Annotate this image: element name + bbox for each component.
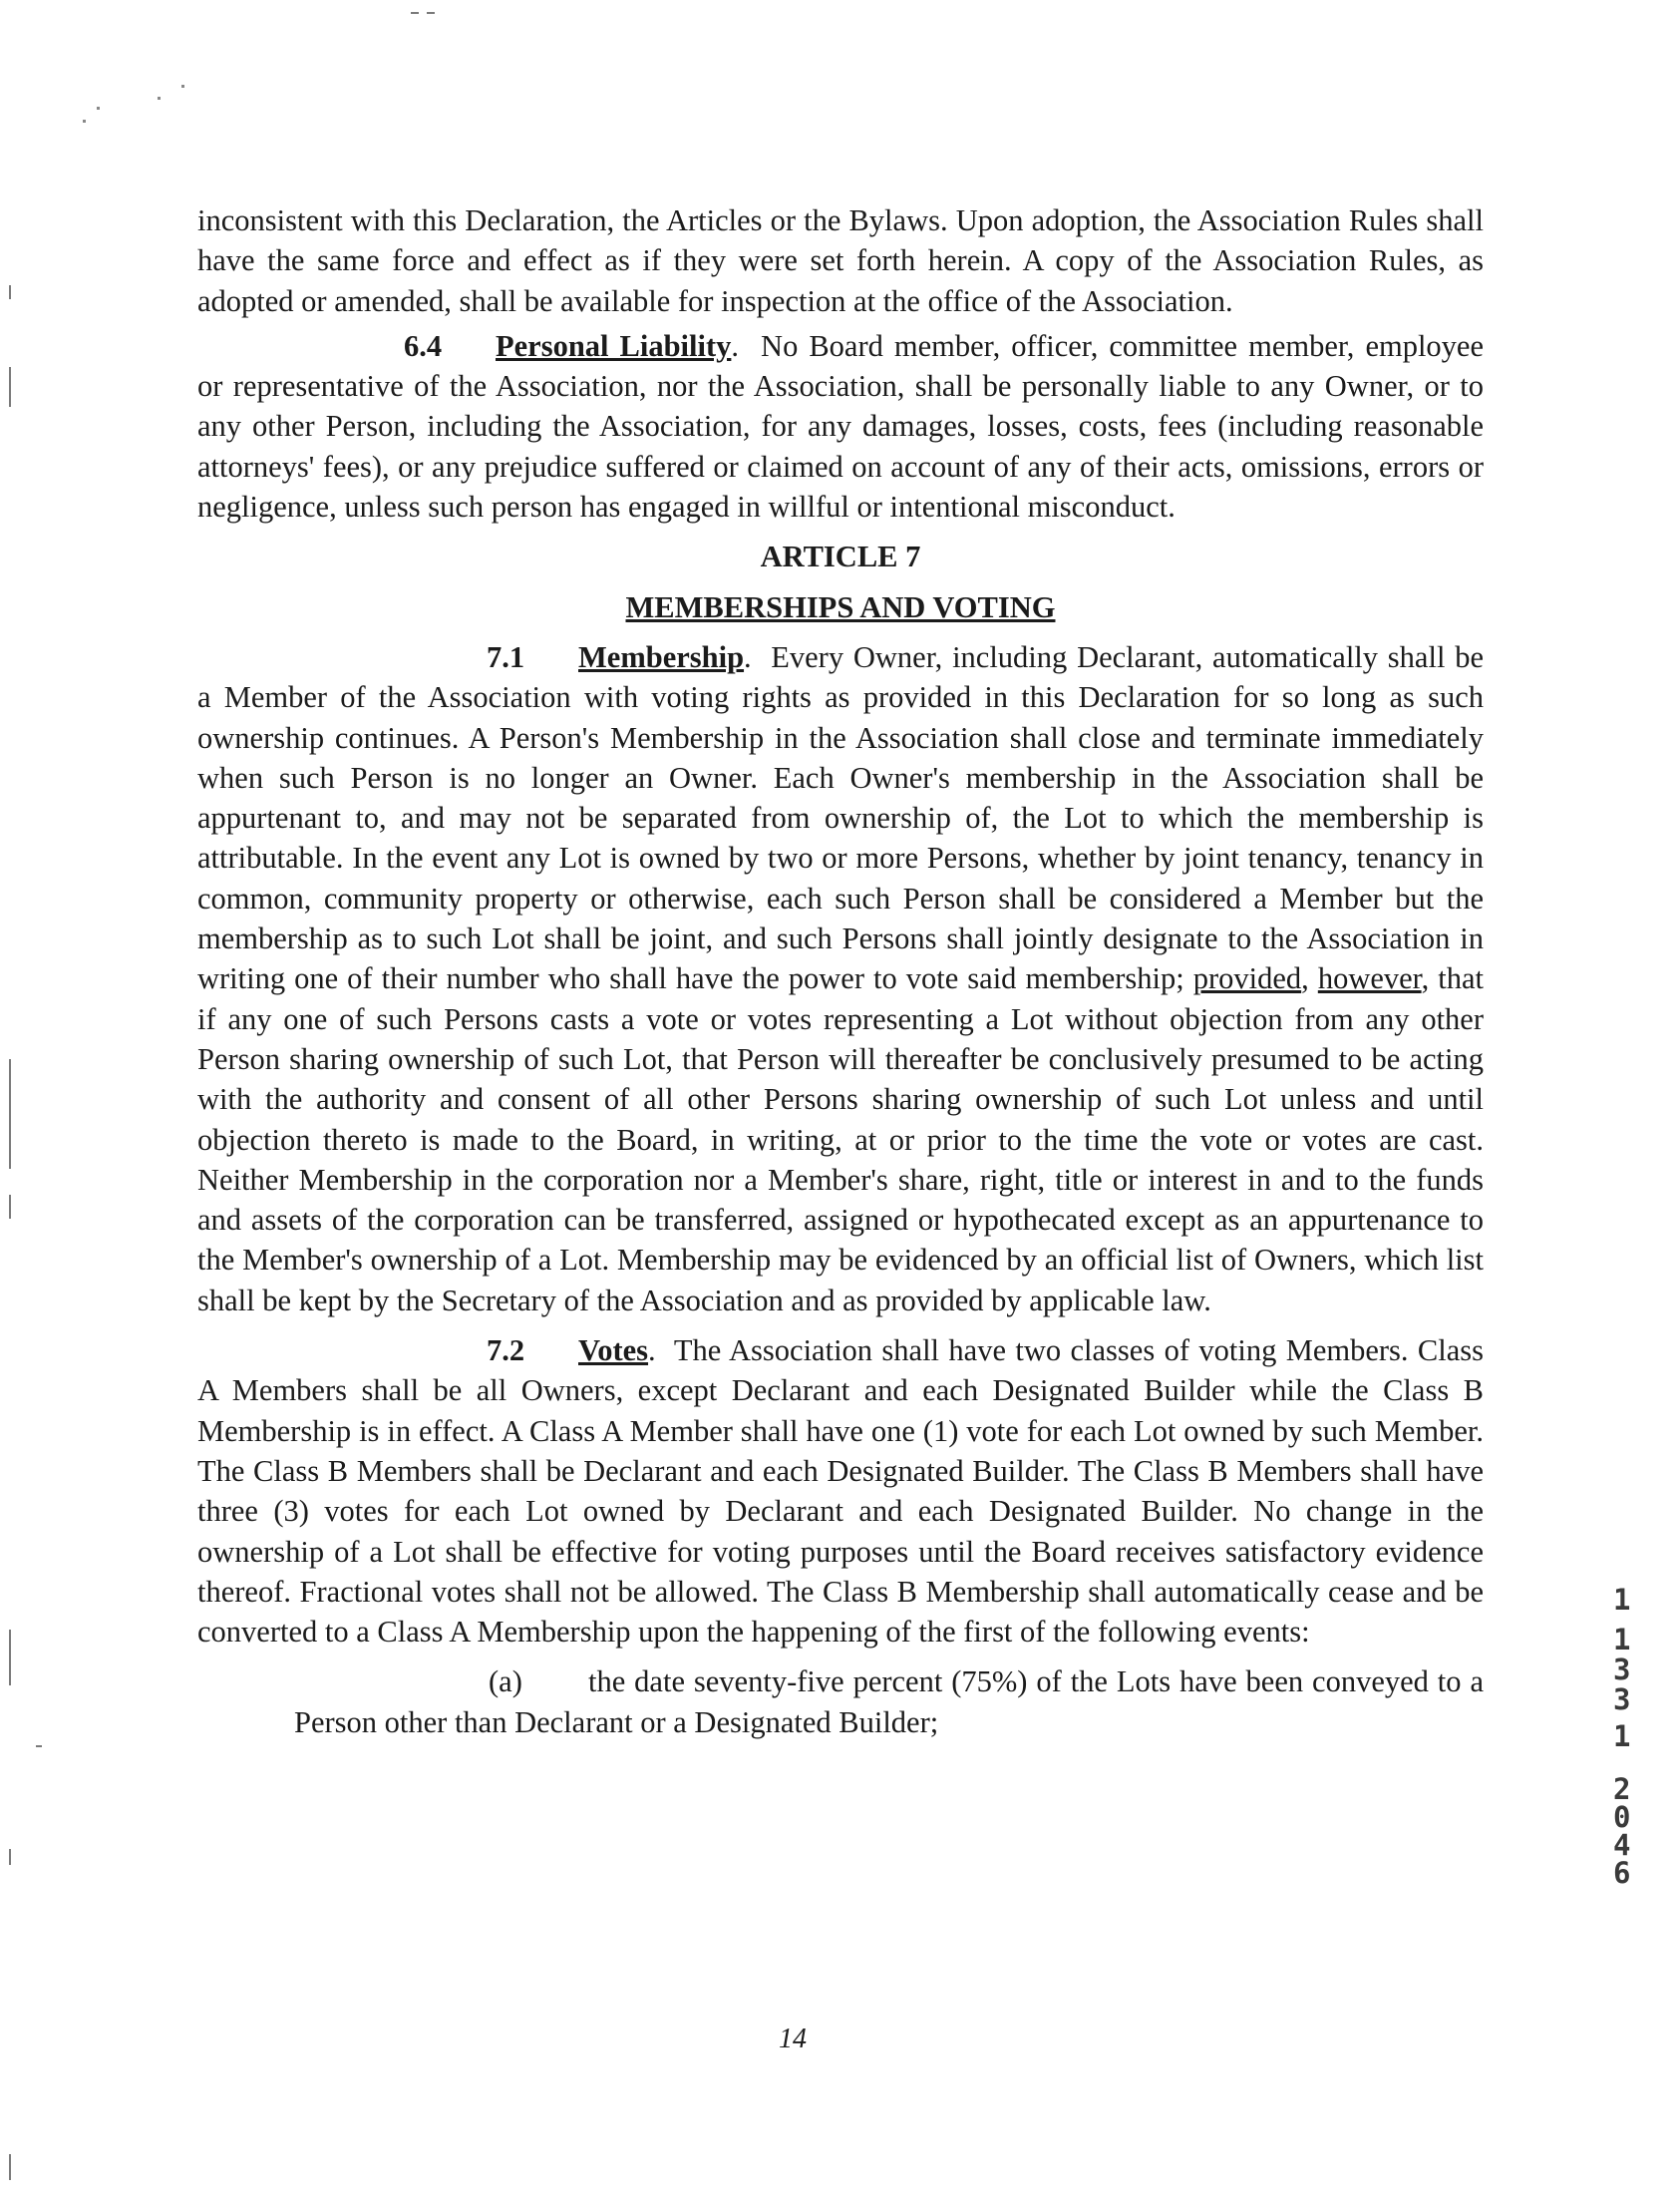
section-number: 6.4 bbox=[404, 328, 443, 363]
section-7-1: 7.1 Membership. Every Owner, including Declarant, automatically shall be a Member of the Association with voting rights as provided in this Declaration for so long as such ownership continues. A Person's Membership in the Association shall close and terminate immediately when such Person is no longer an Owner. Each Owner's membership in the Association shall be appurtenant to, and may not be separated from ownership of, the Lot to which the membership is attributable. In the event any Lot is owned by two or more Persons, whether by joint tenancy, tenancy in common, community property or otherwise, each such Person shall be considered a Member but the membership as to such Lot shall be joint, and such Persons shall jointly designate to the Association in writing one of their number who shall have the power to vote said membership; provided, however, that if any one of such Persons casts a vote or votes representing a Lot without objection from any other Person sharing ownership of such Lot, that Person will thereafter be conclusively presumed to be acting with the authority and consent of all other Persons sharing ownership of such Lot unless and until objection thereto is made to the Board, in writing, at or prior to the time the vote or votes are cast. Neither Membership in the corporation nor a Member's share, right, title or interest in and to the funds and assets of the corporation can be transferred, assigned or hypothecated except as an appurtenance to the Member's ownership of a Lot. Membership may be evidenced by an official list of Owners, which list shall be kept by the Secretary of the Association and as provided by applicable law. bbox=[197, 637, 1484, 1320]
margin-stamp-digit: 2 bbox=[1613, 1772, 1631, 1806]
margin-line bbox=[9, 1630, 11, 1685]
section-body: Every Owner, including Declarant, automatically shall be a Member of the Association with voting rights as provided in this Declaration for so long as such ownership continues. A Person's Membership in the Association shall close and terminate immediately when such Person is no longer an Owner. Each Owner's membership in the Association shall be appurtenant to, and may not be separated from ownership of, the Lot to which the membership is attributable. In the event any Lot is owned by two or more Persons, whether by joint tenancy, tenancy in common, community property or otherwise, each such Person shall be considered a Member but the membership as to such Lot shall be joint, and such Persons shall jointly designate to the Association in writing one of their number who shall have the power to vote said membership; bbox=[197, 639, 1484, 996]
scan-mark bbox=[411, 12, 419, 14]
document-body bbox=[197, 200, 1484, 1742]
margin-stamp-digit: 6 bbox=[1613, 1856, 1631, 1890]
section-6-4: 6.4 Personal Liability. No Board member, officer, committee member, employee or representative of the Association, nor the Association, shall be personally liable to any Owner, or to any other Person, including the Association, for any damages, losses, costs, fees (including reasonable attorneys' fees), or any prejudice suffered or claimed on account of any of their acts, omissions, errors or negligence, unless such person has engaged in willful or intentional misconduct. bbox=[197, 326, 1484, 527]
item-label: (a) bbox=[489, 1664, 522, 1699]
margin-stamp-digit: 4 bbox=[1613, 1828, 1631, 1862]
list-item-a bbox=[197, 1661, 1484, 1742]
term-provided: provided bbox=[1192, 961, 1302, 996]
continuation-paragraph: inconsistent with this Declaration, the Articles or the Bylaws. Upon adoption, the Association Rules shall have the same force and effect as if they were set forth herein. A copy of the Association Rules, as adopted or amended, shall be available for inspection at the office of the Association. bbox=[197, 203, 1484, 318]
section-7-2: 7.2 Votes. The Association shall have two classes of voting Members. Class A Members shall be all Owners, except Declarant and each Designated Builder while the Class B Membership is in effect. A Class A Member shall have one (1) vote for each Lot owned by such Member. The Class B Members shall be Declarant and each Designated Builder. The Class B Members shall have three (3) votes for each Lot owned by Declarant and each Designated Builder. No change in the ownership of a Lot shall be effective for voting purposes until the Board receives satisfactory evidence thereof. Fractional votes shall not be allowed. The Class B Membership shall automatically cease and be converted to a Class A Membership upon the happening of the first of the following events: bbox=[197, 1330, 1484, 1652]
section-heading: Membership bbox=[578, 639, 745, 674]
margin-stamp-digit: 1 bbox=[1613, 1623, 1631, 1656]
scan-speck bbox=[181, 85, 184, 88]
margin-line bbox=[9, 285, 11, 299]
section-heading: Votes bbox=[578, 1333, 649, 1368]
article-title: MEMBERSHIPS AND VOTING bbox=[625, 589, 1056, 624]
margin-line bbox=[9, 1195, 11, 1219]
scan-speck bbox=[83, 120, 86, 123]
scan-speck bbox=[97, 107, 100, 110]
scan-mark bbox=[427, 12, 435, 14]
margin-stamp-digit: 0 bbox=[1613, 1800, 1631, 1834]
scan-speck bbox=[158, 97, 161, 100]
section-body: No Board member, officer, committee member, employee or representative of the Association, nor the Association, shall be personally liable to any Owner, or to any other Person, including the Association, for any damages, losses, costs, fees (including reasonable attorneys' fees), or any prejudice suffered or claimed on account of any of their acts, omissions, errors or negligence, unless such person has engaged in willful or intentional misconduct. bbox=[197, 328, 1485, 525]
section-number: 7.2 bbox=[487, 1333, 525, 1368]
margin-stamp-digit: 3 bbox=[1613, 1653, 1631, 1686]
item-text: the date seventy-five percent (75%) of the Lots have been conveyed to a Person other than Declarant or a Designated Builder; bbox=[294, 1664, 1484, 1739]
section-heading: Personal Liability bbox=[496, 328, 732, 363]
article-label: ARTICLE 7 bbox=[760, 540, 921, 574]
margin-line bbox=[9, 1849, 11, 1865]
section-body-cont: that if any one of such Persons casts a vote or votes representing a Lot without objection from any other Person sharing ownership of such Lot, that Person will thereafter be conclusively presumed to be acting with the authority and consent of all other Persons sharing ownership of such Lot unless and until objection thereto is made to the Board, in writing, at or prior to the time the vote or votes are cast. Neither Membership in the corporation nor a Member's share, right, title or interest in and to the funds and assets of the corporation can be transferred, assigned or hypothecated except as an appurtenance to the Member's ownership of a Lot. Membership may be evidenced by an official list of Owners, which list shall be kept by the Secretary of the Association and as provided by applicable law. bbox=[197, 961, 1485, 1317]
section-body: The Association shall have two classes of voting Members. Class A Members shall be all Owners, except Declarant and each Designated Builder while the Class B Membership is in effect. A Class A Member shall have one (1) vote for each Lot owned by such Member. The Class B Members shall be Declarant and each Designated Builder. The Class B Members shall have three (3) votes for each Lot owned by Declarant and each Designated Builder. No change in the ownership of a Lot shall be effective for voting purposes until the Board receives satisfactory evidence thereof. Fractional votes shall not be allowed. The Class B Membership shall automatically cease and be converted to a Class A Membership upon the happening of the first of the following events: bbox=[197, 1333, 1485, 1650]
margin-line bbox=[36, 1745, 42, 1747]
section-number: 7.1 bbox=[487, 639, 525, 674]
margin-stamp-digit: 1 bbox=[1613, 1583, 1631, 1617]
page-number: 14 bbox=[779, 2023, 807, 2054]
margin-line bbox=[9, 367, 11, 407]
margin-line bbox=[9, 1059, 11, 1169]
margin-line bbox=[9, 2154, 11, 2180]
term-however: however bbox=[1317, 961, 1422, 996]
margin-stamp-digit: 1 bbox=[1613, 1719, 1631, 1753]
margin-stamp-digit: 3 bbox=[1613, 1682, 1631, 1716]
